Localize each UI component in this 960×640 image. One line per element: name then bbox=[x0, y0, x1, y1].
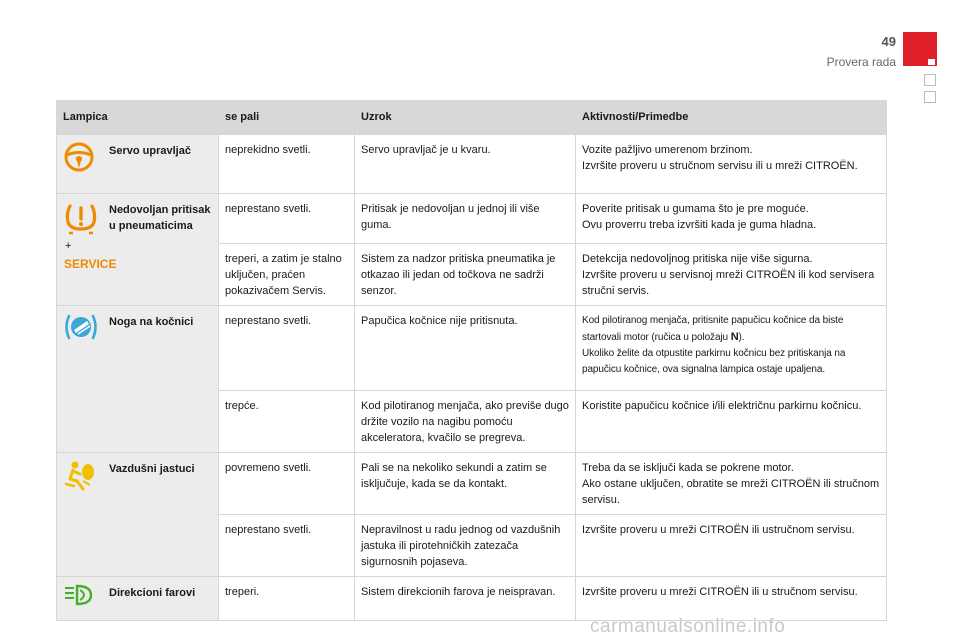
state-cell: neprestano svetli. bbox=[219, 515, 355, 577]
steering-wheel-icon bbox=[63, 141, 95, 173]
col-header-lamp: Lampica bbox=[57, 101, 219, 135]
cause-cell: Pritisak je nedovoljan u jednoj ili više guma. bbox=[355, 194, 576, 244]
plus-sign: + bbox=[65, 240, 72, 252]
chapter-tab-empty bbox=[924, 91, 936, 103]
cause-cell: Kod pilotiranog menjača, ako previše dugo držite vozilo na nagibu pomoću akceleratora, kvačilo se pregreva. bbox=[355, 391, 576, 453]
action-cell: Poverite pritisak u gumama što je pre moguće. Ovu proverru treba izvršiti kada je guma hladna. bbox=[576, 194, 887, 244]
state-cell: treperi. bbox=[219, 577, 355, 621]
action-cell bbox=[576, 306, 887, 391]
lamp-cell bbox=[57, 453, 219, 577]
directional-headlamps-icon bbox=[63, 583, 99, 607]
lamp-name: Servo upravljač bbox=[109, 145, 191, 157]
service-icon bbox=[63, 256, 117, 271]
lamp-cell bbox=[57, 577, 219, 621]
warning-lamp-table bbox=[56, 100, 887, 621]
table-row bbox=[57, 577, 887, 621]
chapter-tab bbox=[903, 32, 937, 66]
foot-on-brake-icon bbox=[63, 312, 99, 342]
tyre-pressure-icon bbox=[63, 200, 99, 236]
state-cell: trepće. bbox=[219, 391, 355, 453]
airbag-icon bbox=[63, 459, 97, 491]
state-cell: povremeno svetli. bbox=[219, 453, 355, 515]
action-text: Kod pilotiranog menjača, pritisnite papučicu kočnice da biste startovali motor (ručica u položaju bbox=[582, 315, 844, 343]
action-text: ). Ukoliko želite da otpustite parkirnu kočnicu bez pritiskanja na papučicu kočnice, ova signalna lampica ostaje upaljena. bbox=[582, 332, 846, 375]
lamp-name: Vazdušni jastuci bbox=[109, 463, 195, 475]
cause-cell: Pali se na nekoliko sekundi a zatim se isključuje, kada se da kontakt. bbox=[355, 453, 576, 515]
cause-cell: Sistem za nadzor pritiska pneumatika je otkazao ili jedan od točkova ne sadrži senzor. bbox=[355, 244, 576, 306]
action-cell: Detekcija nedovoljnog pritiska nije više sigurna. Izvršite proveru u servisnoj mreži CITROËN ili kod servisera stručni servis. bbox=[576, 244, 887, 306]
table-row bbox=[57, 306, 887, 391]
cause-cell: Nepravilnost u radu jednog od vazdušnih jastuka ili pirotehničkih zatezača sigurnosnih pojaseva. bbox=[355, 515, 576, 577]
lamp-cell bbox=[57, 194, 219, 306]
lamp-name: Direkcioni farovi bbox=[109, 587, 196, 599]
action-cell: Vozite pažljivo umerenom brzinom. Izvršite proveru u stručnom servisu ili u mreži CITROËN. bbox=[576, 135, 887, 194]
col-header-action: Aktivnosti/Primedbe bbox=[576, 101, 887, 135]
action-cell: Izvršite proveru u mreži CITROËN ili u stručnom servisu. bbox=[576, 577, 887, 621]
state-cell: neprestano svetli. bbox=[219, 194, 355, 244]
page-number: 49 bbox=[881, 34, 896, 49]
state-cell: neprekidno svetli. bbox=[219, 135, 355, 194]
chapter-tab-empty bbox=[924, 74, 936, 86]
state-cell: treperi, a zatim je stalno uključen, praćen pokazivačem Servis. bbox=[219, 244, 355, 306]
section-title: Provera rada bbox=[826, 55, 896, 69]
lamp-name: Noga na kočnici bbox=[109, 316, 194, 328]
lamp-name: Nedovoljan pritisak u pneumaticima bbox=[109, 204, 211, 232]
cause-cell: Sistem direkcionih farova je neispravan. bbox=[355, 577, 576, 621]
table-row bbox=[57, 194, 887, 244]
gear-position-n: N bbox=[730, 331, 739, 343]
cause-cell: Servo upravljač je u kvaru. bbox=[355, 135, 576, 194]
lamp-cell bbox=[57, 135, 219, 194]
cause-cell: Papučica kočnice nije pritisnuta. bbox=[355, 306, 576, 391]
state-cell: neprestano svetli. bbox=[219, 306, 355, 391]
col-header-cause: Uzrok bbox=[355, 101, 576, 135]
action-cell: Izvršite proveru u mreži CITROËN ili ustručnom servisu. bbox=[576, 515, 887, 577]
action-cell: Koristite papučicu kočnice i/ili električnu parkirnu kočnicu. bbox=[576, 391, 887, 453]
lamp-cell bbox=[57, 306, 219, 453]
svg-text:SERVICE: SERVICE bbox=[64, 257, 117, 271]
watermark: carmanualsonline.info bbox=[590, 616, 786, 637]
table-header-row bbox=[57, 101, 887, 135]
action-cell: Treba da se isključi kada se pokrene motor. Ako ostane uključen, obratite se mreži CITROËN ili stručnom servisu. bbox=[576, 453, 887, 515]
col-header-state: se pali bbox=[219, 101, 355, 135]
table-row bbox=[57, 453, 887, 515]
table-row bbox=[57, 135, 887, 194]
